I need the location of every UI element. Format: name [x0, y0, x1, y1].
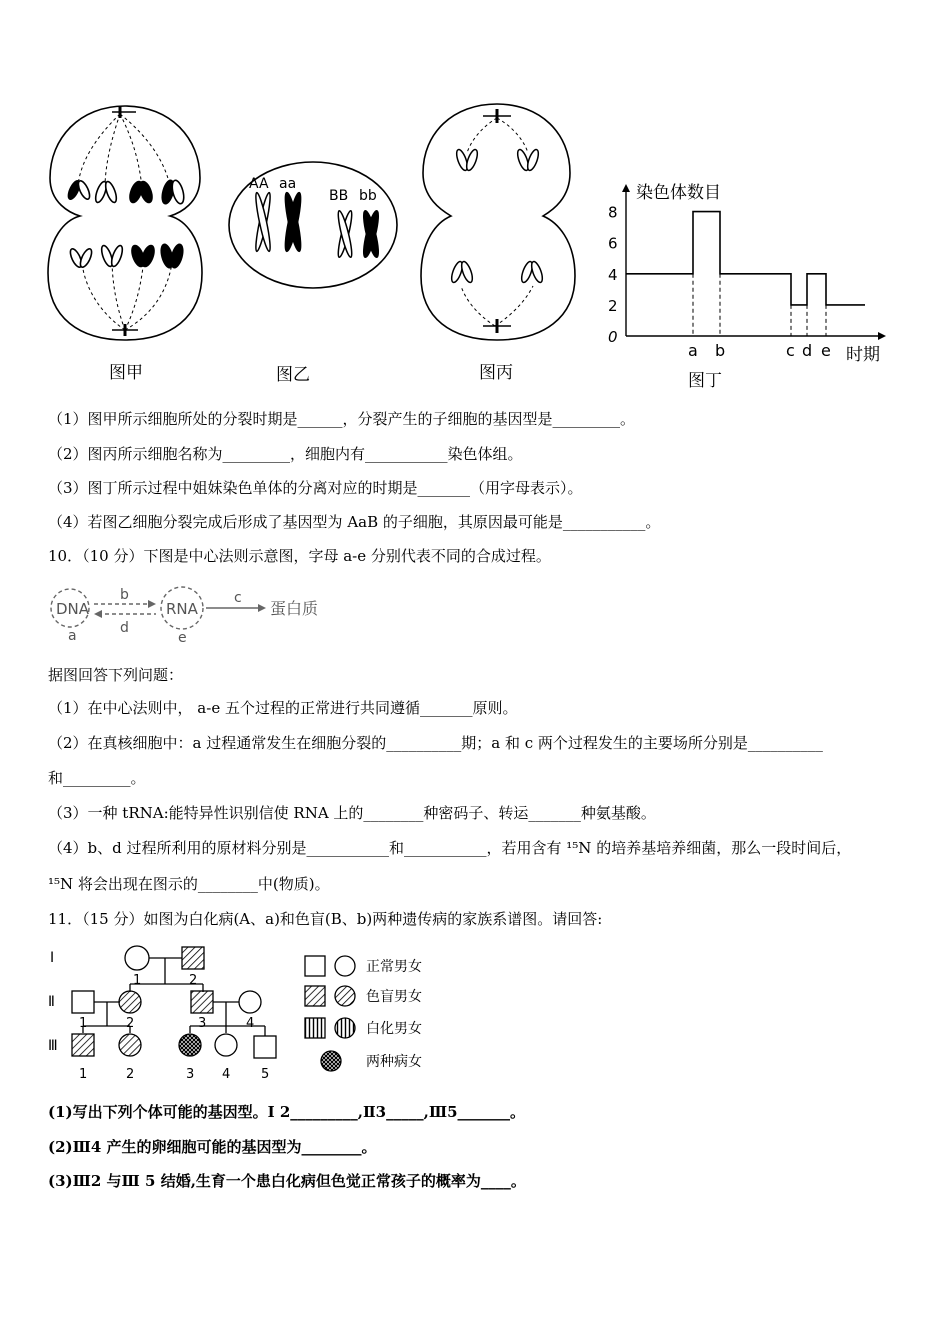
x-marker-b: b: [715, 341, 726, 360]
pedigree-III-5: [254, 1036, 276, 1058]
pedigree-chart: [48, 938, 448, 1088]
x-marker-e: e: [821, 341, 831, 360]
num-II-2: 2: [126, 1016, 135, 1031]
gen-label-2: Ⅱ: [48, 994, 55, 1010]
pedigree-III-1: [72, 1034, 94, 1056]
figure-yi: [227, 160, 399, 290]
label-BB: BB: [329, 188, 349, 204]
dogma-protein: 蛋白质: [270, 599, 319, 618]
label-bb: bb: [359, 188, 377, 204]
pedigree-III-4: [215, 1034, 237, 1056]
x-marker-c: c: [786, 341, 795, 360]
y-tick-4: 4: [608, 265, 618, 284]
label-AA: AA: [249, 176, 269, 192]
dogma-dna: DNA: [56, 600, 90, 618]
num-III-5: 5: [261, 1067, 270, 1082]
gen-label-3: Ⅲ: [48, 1038, 58, 1054]
legend-both-female: [321, 1051, 341, 1071]
caption-ding: 图丁: [688, 371, 722, 391]
y-tick-6: 6: [608, 234, 618, 253]
xlabel-ding: 时期: [846, 345, 880, 365]
legend-label-both: 两种病女: [366, 1054, 422, 1070]
num-II-1: 1: [79, 1016, 88, 1031]
legend-albino-female: [335, 1018, 355, 1038]
q10-prompt: 据图回答下列问题：: [48, 666, 184, 684]
q11-item-2: (2)Ⅲ4 产生的卵细胞可能的基因型为________。: [48, 1138, 377, 1156]
num-III-4: 4: [222, 1067, 231, 1082]
x-marker-a: a: [688, 341, 698, 360]
q10-item-4-cont: ¹⁵N 将会出现在图示的________中(物质)。: [48, 875, 330, 893]
pedigree-III-3: [179, 1034, 201, 1056]
num-III-2: 2: [126, 1067, 135, 1082]
chart-ding: [600, 180, 900, 365]
figure-bing: [415, 98, 580, 348]
q11-item-3: (3)Ⅲ2 与Ⅲ 5 结婚,生育一个患白化病但色觉正常孩子的概率为____。: [48, 1172, 526, 1190]
pedigree-II-3: [191, 991, 213, 1013]
dogma-e: e: [178, 630, 187, 646]
q10-item-1: （1）在中心法则中， a-e 五个过程的正常进行共同遵循_______原则。: [48, 699, 518, 717]
legend-label-normal: 正常男女: [366, 959, 422, 975]
num-III-3: 3: [186, 1067, 195, 1082]
pedigree-II-2: [119, 991, 141, 1013]
series-line: [626, 212, 865, 305]
dogma-rna: RNA: [166, 600, 198, 618]
num-II-4: 4: [246, 1016, 255, 1031]
legend-normal-male: [305, 956, 325, 976]
legend-albino-male: [305, 1018, 325, 1038]
figure-jia: [40, 98, 210, 348]
pedigree-III-2: [119, 1034, 141, 1056]
q9-item-1: （1）图甲所示细胞所处的分裂时期是______，分裂产生的子细胞的基因型是_________。: [48, 410, 636, 428]
y-tick-0: 0: [608, 328, 618, 346]
legend-colorblind-male: [305, 986, 325, 1006]
dogma-a: a: [68, 628, 77, 644]
pedigree-II-4: [239, 991, 261, 1013]
q10-item-3: （3）一种 tRNA:能特异性识别信使 RNA 上的________种密码子、转运_______种氨基酸。: [48, 804, 656, 822]
q9-item-2: （2）图丙所示细胞名称为_________，细胞内有___________染色体组。: [48, 445, 523, 463]
dogma-c: c: [234, 590, 242, 606]
legend-label-colorblind: 色盲男女: [366, 989, 422, 1005]
num-I-2: 2: [189, 973, 198, 988]
legend-normal-female: [335, 956, 355, 976]
y-tick-2: 2: [608, 296, 618, 315]
q9-item-3: （3）图丁所示过程中姐妹染色单体的分离对应的时期是_______（用字母表示）。: [48, 479, 583, 497]
pedigree-I-2: [182, 947, 204, 969]
q10-item-2: （2）在真核细胞中：a 过程通常发生在细胞分裂的__________期；a 和 c 两个过程发生的主要场所分别是__________: [48, 734, 823, 752]
num-I-1: 1: [133, 973, 142, 988]
caption-bing: 图丙: [479, 363, 513, 383]
x-marker-d: d: [802, 341, 813, 360]
gen-label-1: Ⅰ: [50, 950, 55, 966]
q10-header: 10．（10 分）下图是中心法则示意图，字母 a-e 分别代表不同的合成过程。: [48, 547, 551, 565]
num-III-1: 1: [79, 1067, 88, 1082]
label-aa: aa: [279, 176, 297, 192]
ylabel-ding: 染色体数目: [636, 183, 721, 203]
y-tick-8: 8: [608, 203, 618, 222]
dogma-d: d: [120, 620, 129, 636]
dogma-b: b: [120, 587, 129, 603]
legend-colorblind-female: [335, 986, 355, 1006]
pedigree-I-1: [125, 946, 149, 970]
caption-jia: 图甲: [109, 363, 143, 383]
q11-header: 11．（15 分）如图为白化病(A、a)和色盲(B、b)两种遗传病的家族系谱图。请回答:: [48, 910, 603, 928]
q11-item-1: (1)写出下列个体可能的基因型。Ⅰ 2_________,Ⅱ3_____,Ⅲ5_______。: [48, 1103, 526, 1121]
central-dogma-diagram: [48, 585, 348, 646]
pedigree-II-1: [72, 991, 94, 1013]
legend-label-albino: 白化男女: [366, 1021, 422, 1037]
caption-yi: 图乙: [276, 365, 310, 385]
q10-item-4: （4）b、d 过程所利用的原材料分别是___________和___________，若用含有 ¹⁵N 的培养基培养细菌，那么一段时间后，: [48, 839, 852, 857]
q9-item-4: （4）若图乙细胞分裂完成后形成了基因型为 AaB 的子细胞，其原因最可能是___________。: [48, 513, 661, 531]
num-II-3: 3: [198, 1016, 207, 1031]
q10-item-2-cont: 和_________。: [48, 769, 146, 787]
